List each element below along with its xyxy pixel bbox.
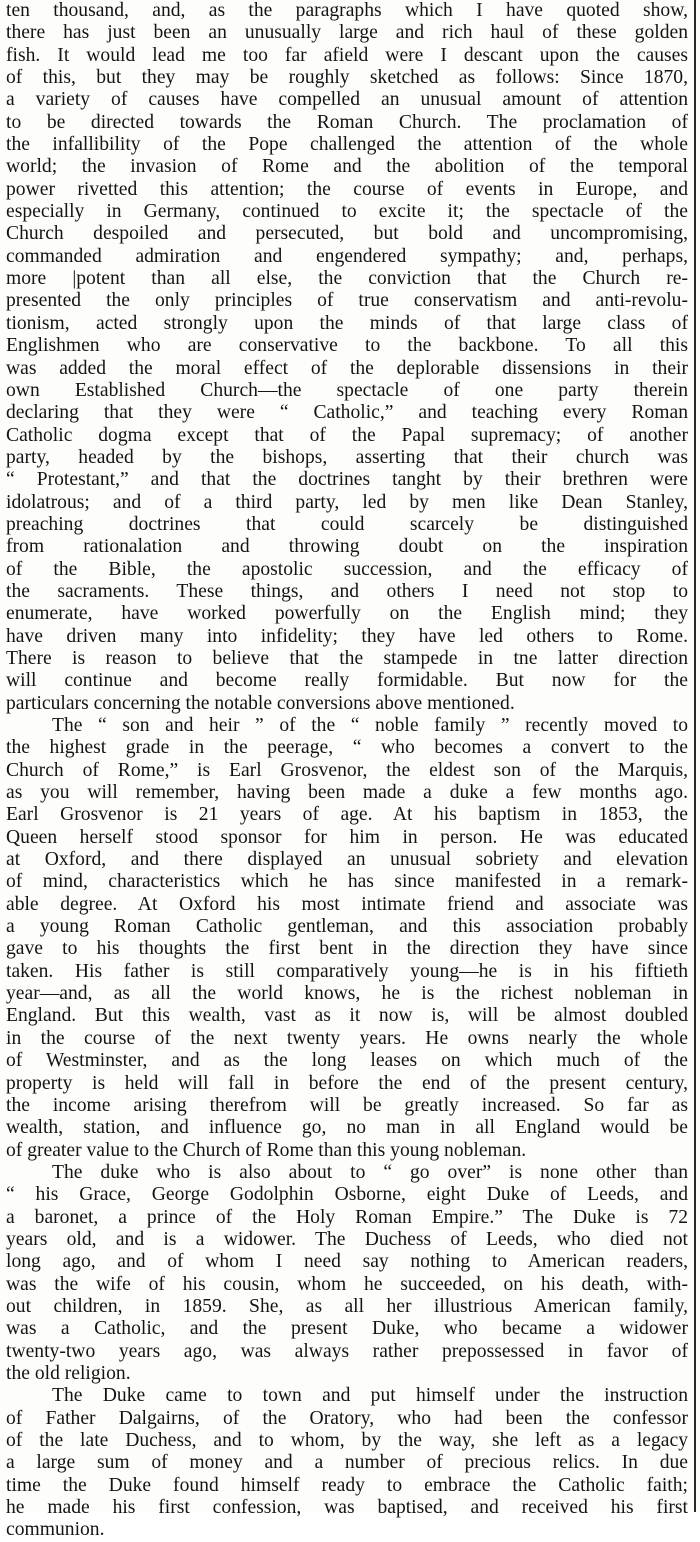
text-line: at Oxford, and there displayed an unusual sobriety and elevation — [6, 849, 688, 871]
text-line: Church of Rome,” is Earl Grosvenor, the eldest son of the Marquis, — [6, 759, 688, 781]
text-line: the income arising therefrom will be greatly increased. So far as — [6, 1094, 688, 1116]
text-line: Catholic dogma except that of the Papal supremacy; of another — [6, 424, 688, 446]
text-line: out children, in 1859. She, as all her illustrious American family, — [6, 1295, 688, 1317]
text-line: idolatrous; and of a third party, led by men like Dean Stanley, — [6, 491, 688, 513]
text-line: to be directed towards the Roman Church. The proclamation of — [6, 111, 688, 133]
text-line: “ Protestant,” and that the doctrines tanght by their brethren were — [6, 469, 688, 491]
column-rule — [694, 0, 696, 1512]
text-line: more |potent than all else, the conviction that the Church re- — [6, 268, 688, 290]
text-line: have driven many into infidelity; they have led others to Rome. — [6, 625, 688, 647]
text-line: fish. It would lead me too far afield were I descant upon the causes — [6, 44, 688, 66]
text-line: communion. — [6, 1519, 105, 1541]
text-line: long ago, and of whom I need say nothing to American readers, — [6, 1251, 688, 1273]
text-line: from rationalation and throwing doubt on the inspiration — [6, 536, 688, 558]
text-line: of this, but they may be roughly sketched as follows: Since 1870, — [6, 67, 688, 89]
text-line: was added the moral effect of the deplorable dissensions in their — [6, 357, 688, 379]
article-body — [6, 0, 688, 1542]
text-line: twenty-two years ago, was always rather prepossessed in favor of — [6, 1340, 688, 1362]
text-line: Church despoiled and persecuted, but bold and uncompromising, — [6, 223, 688, 245]
text-line: particulars concerning the notable conversions above mentioned. — [6, 692, 515, 714]
text-line: “ his Grace, George Godolphin Osborne, eight Duke of Leeds, and — [6, 1184, 688, 1206]
text-line: of the late Duchess, and to whom, by the way, she left as a legacy — [6, 1430, 688, 1451]
text-line: of mind, characteristics which he has since manifested in a remark- — [6, 871, 688, 893]
text-line: a young Roman Catholic gentleman, and this association probably — [6, 916, 688, 938]
text-line: declaring that they were “ Catholic,” and teaching every Roman — [6, 402, 688, 424]
text-line: preaching doctrines that could scarcely be distinguished — [6, 513, 688, 535]
text-line: There is reason to believe that the stampede in tne latter direction — [6, 647, 688, 669]
text-line: commanded admiration and engendered sympathy; and, perhaps, — [6, 245, 688, 267]
text-line: tionism, acted strongly upon the minds of that large class of — [6, 312, 688, 334]
text-line: a variety of causes have compelled an unusual amount of attention — [6, 89, 688, 111]
text-line: was a Catholic, and the present Duke, who became a widower — [6, 1318, 688, 1340]
text-line: of Westminster, and as the long leases on which much of the — [6, 1050, 688, 1072]
text-line: gave to his thoughts the first bent in the direction they have since — [6, 938, 688, 960]
text-line: of the Bible, the apostolic succession, and the efficacy of — [6, 558, 688, 580]
text-line: presented the only principles of true conservatism and anti-revolu- — [6, 290, 688, 312]
text-line: years old, and is a widower. The Duchess of Leeds, who died not — [6, 1228, 688, 1250]
text-line: property is held will fall in before the end of the present century, — [6, 1072, 688, 1094]
text-line: he made his first confession, was baptised, and received his first — [6, 1497, 688, 1519]
text-line: power rivetted this attention; the course of events in Europe, and — [6, 178, 688, 200]
text-line: The “ son and heir ” of the “ noble family ” recently moved to — [52, 715, 688, 736]
text-line: The Duke came to town and put himself under the instruction — [52, 1385, 688, 1407]
text-line: enumerate, have worked powerfully on the English mind; they — [6, 603, 688, 625]
text-line: taken. His father is still comparatively young—he is in his fiftieth — [6, 960, 688, 982]
text-line: in the course of the next twenty years. He owns nearly the whole — [6, 1027, 688, 1049]
text-line: there has just been an unusually large and rich haul of these golden — [6, 22, 688, 44]
text-line: own Established Church—the spectacle of one party therein — [6, 379, 688, 401]
text-line: a baronet, a prince of the Holy Roman Empire.” The Duke is 72 — [6, 1206, 688, 1228]
text-line: the old religion. — [6, 1362, 131, 1384]
text-line: of greater value to the Church of Rome than this young nobleman. — [6, 1139, 527, 1161]
text-line: of Father Dalgairns, of the Oratory, who had been the confessor — [6, 1407, 688, 1429]
text-line: Earl Grosvenor is 21 years of age. At his baptism in 1853, the — [6, 804, 688, 826]
text-line: as you will remember, having been made a duke a few months ago. — [6, 782, 688, 804]
text-line: the highest grade in the peerage, “ who becomes a convert to the — [6, 737, 688, 759]
text-line: party, headed by the bishops, asserting that their church was — [6, 446, 688, 468]
text-line: able degree. At Oxford his most intimate friend and associate was — [6, 893, 688, 915]
text-line: world; the invasion of Rome and the abolition of the temporal — [6, 156, 688, 178]
text-line: ten thousand, and, as the paragraphs which I have quoted show, — [6, 0, 688, 21]
text-line: a large sum of money and a number of precious relics. In due — [6, 1452, 688, 1474]
text-line: the infallibility of the Pope challenged the attention of the whole — [6, 134, 688, 156]
text-line: Queen herself stood sponsor for him in person. He was educated — [6, 826, 688, 848]
text-line: year—and, as all the world knows, he is the richest nobleman in — [6, 983, 688, 1005]
text-line: The duke who is also about to “ go over” is none other than — [52, 1161, 688, 1183]
text-line: wealth, station, and influence go, no man in all England would be — [6, 1117, 688, 1139]
text-line: the sacraments. These things, and others I need not stop to — [6, 580, 688, 602]
text-line: was the wife of his cousin, whom he succeeded, on his death, with- — [6, 1273, 688, 1295]
text-line: time the Duke found himself ready to embrace the Catholic faith; — [6, 1474, 688, 1496]
text-line: especially in Germany, continued to excite it; the spectacle of the — [6, 201, 688, 223]
text-line: will continue and become really formidable. But now for the — [6, 670, 688, 692]
text-line: England. But this wealth, vast as it now is, will be almost doubled — [6, 1005, 688, 1027]
text-line: Englishmen who are conservative to the backbone. To all this — [6, 335, 688, 357]
